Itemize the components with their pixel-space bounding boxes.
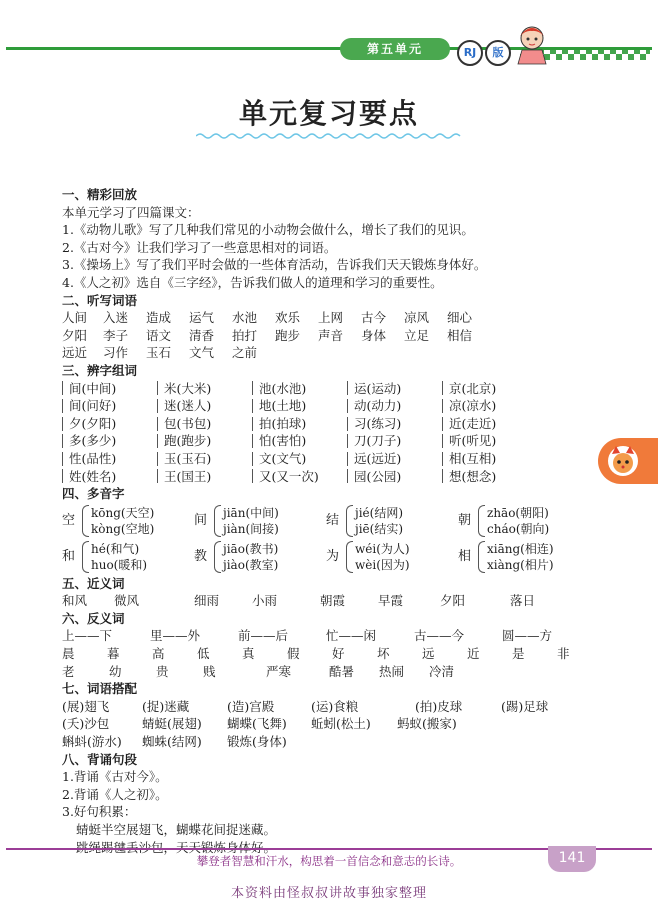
antonym-word: 幼 bbox=[109, 663, 122, 679]
reading: kòng(空地) bbox=[91, 521, 155, 536]
reading: wéi(为人) bbox=[355, 541, 410, 556]
collocation: (展)翅飞 bbox=[62, 698, 110, 714]
dictation-word: 身体 bbox=[361, 327, 387, 343]
polyphone-char: 朝 bbox=[458, 512, 472, 528]
dictation-word: 语文 bbox=[146, 327, 172, 343]
section-heading: 二、听写词语 bbox=[62, 292, 138, 308]
edition-badge: 版 bbox=[485, 40, 511, 66]
lesson-item: 1.《动物儿歌》写了几种我们常见的小动物会做什么，增长了我们的见识。 bbox=[62, 222, 474, 238]
polyphone-char: 教 bbox=[194, 548, 208, 564]
antonym-char: 假 bbox=[287, 646, 300, 662]
dictation-word: 清香 bbox=[189, 327, 215, 343]
collocation: (捉)迷藏 bbox=[142, 698, 190, 714]
antonym-word: 老 bbox=[62, 663, 75, 679]
section-heading: 三、辨字组词 bbox=[62, 362, 138, 378]
char-pair bbox=[252, 380, 347, 415]
char-group-row bbox=[62, 415, 602, 450]
char-pair bbox=[62, 380, 157, 415]
collocation-row bbox=[62, 715, 602, 733]
reading: jiào(教室) bbox=[223, 557, 279, 572]
footer-motto: 攀登者智慧和汗水，构思着一首信念和意志的长诗。 bbox=[196, 854, 462, 868]
antonym-char: 暮 bbox=[107, 646, 120, 662]
antonym-char: 近 bbox=[467, 646, 480, 662]
review-content bbox=[62, 186, 602, 856]
char-word: 玉(玉石) bbox=[164, 450, 212, 466]
dictation-word: 习作 bbox=[103, 345, 129, 361]
reading: jiàn(间接) bbox=[223, 521, 279, 536]
polyphone-item bbox=[326, 503, 458, 539]
polyphone-item bbox=[62, 539, 194, 575]
collocation: 蜻蜓(展翅) bbox=[142, 716, 202, 732]
dictation-word: 李子 bbox=[103, 327, 129, 343]
dictation-word: 拍打 bbox=[232, 327, 258, 343]
reading: huo(暖和) bbox=[91, 557, 148, 572]
dictation-word: 人间 bbox=[62, 310, 88, 326]
polyphone-grid bbox=[62, 503, 602, 575]
polyphone-item bbox=[326, 539, 458, 575]
recite-item: 3.好句积累： bbox=[62, 804, 137, 820]
char-word: 怕(害怕) bbox=[259, 433, 307, 449]
good-sentence: 蜻蜓半空展翅飞，蝴蝶花间捉迷藏。 bbox=[76, 822, 277, 837]
char-word: 想(想念) bbox=[449, 468, 497, 484]
reading: kōng(天空) bbox=[91, 505, 155, 520]
reading: cháo(朝向) bbox=[487, 521, 550, 536]
collocation: (造)宫殿 bbox=[227, 698, 275, 714]
char-word: 习(练习) bbox=[354, 415, 402, 431]
char-word: 性(品性) bbox=[69, 450, 117, 466]
dictation-word: 玉石 bbox=[146, 345, 172, 361]
reading: jiē(结实) bbox=[355, 521, 404, 536]
char-word: 近(走近) bbox=[449, 415, 497, 431]
dictation-word: 古今 bbox=[361, 310, 387, 326]
dictation-word: 相信 bbox=[447, 327, 473, 343]
polyphone-char: 为 bbox=[326, 548, 340, 564]
char-word: 迷(迷人) bbox=[164, 398, 212, 414]
dictation-word: 入迷 bbox=[103, 310, 129, 326]
char-word: 多(多少) bbox=[69, 433, 117, 449]
collocation-row bbox=[62, 733, 602, 751]
collocation: 蜘蛛(结网) bbox=[142, 734, 202, 750]
dictation-row bbox=[62, 344, 602, 362]
antonym-char: 非 bbox=[557, 646, 570, 662]
antonym-char: 是 bbox=[512, 646, 525, 662]
reading: xiāng(相连) bbox=[487, 541, 554, 556]
char-pair bbox=[157, 450, 252, 485]
dictation-word: 文气 bbox=[189, 345, 215, 361]
char-word: 京(北京) bbox=[449, 380, 497, 396]
antonym-pair: 古——今 bbox=[414, 628, 465, 644]
char-pair bbox=[157, 380, 252, 415]
char-pair bbox=[252, 415, 347, 450]
dictation-row bbox=[62, 327, 602, 345]
reading: hé(和气) bbox=[91, 541, 140, 556]
dictation-word: 之前 bbox=[232, 345, 258, 361]
section-heading: 一、精彩回放 bbox=[62, 187, 138, 202]
page-number: 141 bbox=[558, 850, 586, 866]
synonym-word: 早霞 bbox=[378, 593, 404, 609]
synonym-row bbox=[62, 592, 602, 610]
polyphone-char: 结 bbox=[326, 512, 340, 528]
dictation-word: 造成 bbox=[146, 310, 172, 326]
char-word: 米(大米) bbox=[164, 380, 212, 396]
polyphone-item bbox=[62, 503, 194, 539]
dictation-word: 夕阳 bbox=[62, 327, 88, 343]
antonym-pair: 上——下 bbox=[62, 628, 113, 644]
antonym-char: 远 bbox=[422, 646, 435, 662]
char-pair bbox=[157, 415, 252, 450]
synonym-word: 朝霞 bbox=[320, 593, 346, 609]
synonym-word: 小雨 bbox=[252, 593, 278, 609]
synonym-word: 夕阳 bbox=[440, 593, 466, 609]
collocation: 锻炼(身体) bbox=[227, 734, 287, 750]
polyphone-char: 空 bbox=[62, 512, 76, 528]
edition-badge-rj: RJ bbox=[457, 40, 483, 66]
dictation-word: 细心 bbox=[447, 310, 473, 326]
char-pair bbox=[442, 450, 537, 485]
char-pair bbox=[347, 450, 442, 485]
antonym-char: 好 bbox=[332, 646, 345, 662]
char-word: 地(土地) bbox=[259, 398, 307, 414]
antonym-char: 低 bbox=[197, 646, 210, 662]
char-word: 包(书包) bbox=[164, 415, 212, 431]
dictation-word: 声音 bbox=[318, 327, 344, 343]
collocation: 蚯蚓(松土) bbox=[311, 716, 371, 732]
fox-face-icon bbox=[606, 444, 640, 478]
char-group-row bbox=[62, 380, 602, 415]
polyphone-item bbox=[194, 503, 326, 539]
unit-label: 第五单元 bbox=[340, 38, 450, 60]
lesson-item: 4.《人之初》选自《三字经》，告诉我们做人的道理和学习的重要性。 bbox=[62, 274, 443, 290]
char-word: 相(互相) bbox=[449, 450, 497, 466]
page-title: 单元复习要点 bbox=[238, 97, 419, 130]
antonym-word: 严寒 bbox=[266, 663, 292, 679]
collocation: (踢)足球 bbox=[501, 698, 549, 714]
synonym-word: 落日 bbox=[510, 593, 536, 609]
section-intro: 本单元学习了四篇课文： bbox=[62, 204, 200, 220]
section-heading: 五、近义词 bbox=[62, 575, 125, 591]
char-pair bbox=[442, 415, 537, 450]
char-word: 姓(姓名) bbox=[69, 468, 117, 484]
char-word: 王(国王) bbox=[164, 468, 212, 484]
lesson-item: 2.《古对今》让我们学习了一些意思相对的词语。 bbox=[62, 239, 337, 255]
char-word: 运(运动) bbox=[354, 380, 402, 396]
antonym-char: 高 bbox=[152, 646, 165, 662]
collocation-row bbox=[62, 698, 602, 716]
reading: jiāo(教书) bbox=[223, 541, 279, 556]
mascot-girl-icon bbox=[508, 22, 556, 66]
dictation-word: 水池 bbox=[232, 310, 258, 326]
dictation-word: 凉风 bbox=[404, 310, 430, 326]
char-word: 动(动力) bbox=[354, 398, 402, 414]
char-word: 又(又一次) bbox=[259, 468, 319, 484]
polyphone-char: 间 bbox=[194, 512, 208, 528]
dictation-row bbox=[62, 309, 602, 327]
antonym-word: 热闹 bbox=[379, 663, 405, 679]
dictation-word: 运气 bbox=[189, 310, 215, 326]
polyphone-item bbox=[458, 539, 590, 575]
char-word: 听(听见) bbox=[449, 433, 497, 449]
antonym-char: 真 bbox=[242, 646, 255, 662]
antonym-char: 坏 bbox=[377, 646, 390, 662]
section-heading: 六、反义词 bbox=[62, 610, 125, 626]
char-word: 园(公园) bbox=[354, 468, 402, 484]
char-pair bbox=[442, 380, 537, 415]
reading: jiān(中间) bbox=[223, 505, 279, 520]
char-pair bbox=[62, 415, 157, 450]
antonym-pair: 前——后 bbox=[238, 628, 289, 644]
dictation-word: 欢乐 bbox=[275, 310, 301, 326]
dictation-word: 立足 bbox=[404, 327, 430, 343]
synonym-word: 和风 bbox=[62, 593, 88, 609]
char-pair bbox=[347, 380, 442, 415]
char-pair bbox=[62, 450, 157, 485]
char-word: 池(水池) bbox=[259, 380, 307, 396]
char-pair bbox=[347, 415, 442, 450]
collocation: (夭)沙包 bbox=[62, 716, 110, 732]
section-heading: 八、背诵句段 bbox=[62, 751, 138, 767]
antonym-word: 酷暑 bbox=[329, 663, 355, 679]
antonym-row bbox=[62, 627, 602, 645]
reading: wèi(因为) bbox=[355, 557, 410, 572]
title-underline-wave bbox=[196, 132, 462, 140]
char-word: 凉(凉水) bbox=[449, 398, 497, 414]
polyphone-item bbox=[458, 503, 590, 539]
reading: jié(结网) bbox=[355, 505, 404, 520]
synonym-word: 微风 bbox=[114, 593, 140, 609]
char-word: 刀(刀子) bbox=[354, 433, 402, 449]
collocation: 蝌蚪(游水) bbox=[62, 734, 122, 750]
antonym-pair: 里——外 bbox=[150, 628, 201, 644]
char-word: 拍(拍球) bbox=[259, 415, 307, 431]
char-word: 跑(跑步) bbox=[164, 433, 212, 449]
antonym-row bbox=[62, 663, 602, 681]
char-word: 文(文气) bbox=[259, 450, 307, 466]
section-heading: 四、多音字 bbox=[62, 486, 125, 502]
antonym-word: 冷清 bbox=[429, 663, 455, 679]
char-word: 间(问好) bbox=[69, 398, 117, 414]
synonym-word: 细雨 bbox=[194, 593, 220, 609]
char-word: 夕(夕阳) bbox=[69, 415, 117, 431]
antonym-char: 晨 bbox=[62, 646, 75, 662]
char-pair bbox=[252, 450, 347, 485]
lesson-item: 3.《操场上》写了我们平时会做的一些体育活动，告诉我们天天锻炼身体好。 bbox=[62, 257, 487, 273]
section-heading: 七、词语搭配 bbox=[62, 681, 138, 697]
reading: xiàng(相片) bbox=[487, 557, 554, 572]
antonym-word: 贵 bbox=[156, 663, 169, 679]
char-word: 间(中间) bbox=[69, 380, 117, 396]
collocation: 蚂蚁(搬家) bbox=[397, 716, 457, 732]
polyphone-char: 相 bbox=[458, 548, 472, 564]
antonym-word: 贱 bbox=[203, 663, 216, 679]
recite-item: 2.背诵《人之初》。 bbox=[62, 786, 168, 802]
dictation-word: 远近 bbox=[62, 345, 88, 361]
credit-line: 本资料由怪叔叔讲故事独家整理 bbox=[230, 886, 427, 901]
char-word: 远(远近) bbox=[354, 450, 402, 466]
collocation: (拍)皮球 bbox=[415, 698, 463, 714]
antonym-pair: 圆——方 bbox=[502, 628, 553, 644]
collocation: (运)食粮 bbox=[311, 698, 359, 714]
reading: zhāo(朝阳) bbox=[487, 505, 549, 520]
dictation-word: 上网 bbox=[318, 310, 344, 326]
polyphone-char: 和 bbox=[62, 548, 76, 564]
antonym-row bbox=[62, 645, 602, 663]
dictation-word: 跑步 bbox=[275, 327, 301, 343]
char-group-row bbox=[62, 450, 602, 485]
collocation: 蝴蝶(飞舞) bbox=[227, 716, 287, 732]
recite-item: 1.背诵《古对今》。 bbox=[62, 769, 168, 785]
antonym-pair: 忙——闲 bbox=[326, 628, 377, 644]
polyphone-item bbox=[194, 539, 326, 575]
